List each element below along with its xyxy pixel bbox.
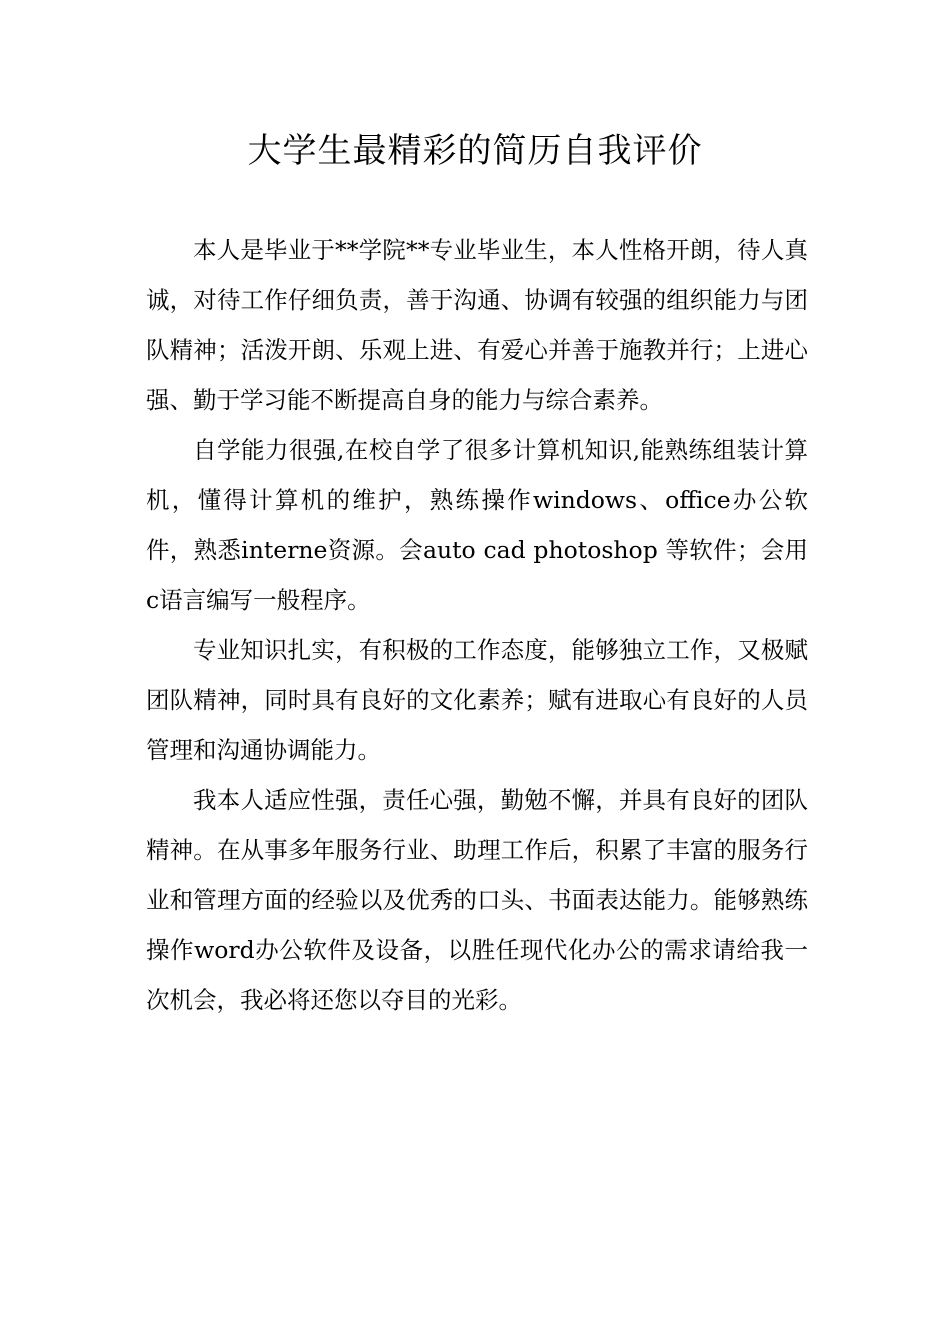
paragraph-4: 我本人适应性强，责任心强，勤勉不懈，并具有良好的团队精神。在从事多年服务行业、助理工作后，积累了丰富的服务行业和管理方面的经验以及优秀的口头、书面表达能力。能够熟练操作word办公软件及设备，以胜任现代化办公的需求请给我一次机会，我必将还您以夺目的光彩。 [146,786,808,1014]
paragraph-2: 自学能力很强,在校自学了很多计算机知识,能熟练组装计算机，懂得计算机的维护，熟练操作windows、office办公软件，熟悉interne资源。会auto cad photoshop 等软件；会用c语言编写一般程序。 [146,436,808,614]
document-title: 大学生最精彩的简历自我评价 [247,131,703,171]
document-body [146,225,808,1025]
paragraph-3: 专业知识扎实，有积极的工作态度，能够独立工作，又极赋团队精神，同时具有良好的文化素养；赋有进取心有良好的人员管理和沟通协调能力。 [146,636,808,764]
paragraph-1: 本人是毕业于**学院**专业毕业生，本人性格开朗，待人真诚，对待工作仔细负责，善于沟通、协调有较强的组织能力与团队精神；活泼开朗、乐观上进、有爱心并善于施教并行；上进心强、勤于学习能不断提高自身的能力与综合素养。 [146,236,808,414]
